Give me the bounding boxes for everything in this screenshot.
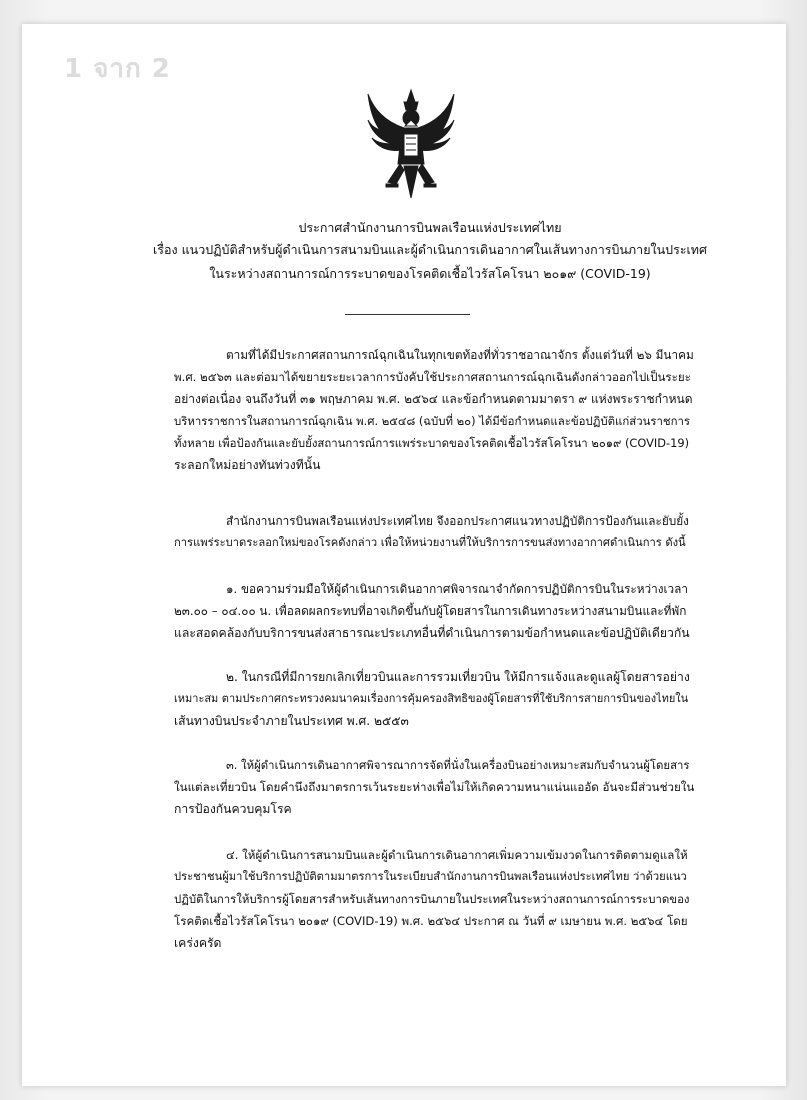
text-line: ๑. ขอความร่วมมือให้ผู้ดำเนินการเดินอากาศพิจารณาจำกัดการปฏิบัติการบินในระหว่างเวลา [226, 582, 689, 596]
text-line: เส้นทางบินประจำภายในประเทศ พ.ศ. ๒๕๕๓ [174, 714, 409, 728]
paragraph-background [174, 344, 694, 476]
text-line: เหมาะสม ตามประกาศกระทรวงคมนาคมเรื่องการคุ้มครองสิทธิของผู้โดยสารที่ใช้บริการสายการบินของไทยใน [174, 692, 689, 705]
guideline-item-1 [174, 578, 694, 644]
text-line: ๔. ให้ผู้ดำเนินการสนามบินและผู้ดำเนินการเดินอากาศเพิ่มความเข้มงวดในการติดตามดูแลให้ [226, 848, 688, 862]
text-line: ๒. ในกรณีที่มีการยกเลิกเที่ยวบินและการรวมเที่ยวบิน ให้มีการแจ้งและดูแลผู้โดยสารอย่าง [226, 670, 690, 684]
text-line: อย่างต่อเนื่อง จนถึงวันที่ ๓๑ พฤษภาคม พ.ศ. ๒๕๖๔ และข้อกำหนดตามมาตรา ๙ แห่งพระราชกำหนด [174, 392, 693, 406]
text-line: ประชาชนผู้มาใช้บริการปฏิบัติตามมาตรการในระเบียบสำนักงานการบินพลเรือนแห่งประเทศไทย ว่าด้วยแนว [174, 870, 687, 883]
guideline-item-4 [174, 844, 694, 954]
text-line: ในแต่ละเที่ยวบิน โดยคำนึงถึงมาตรการเว้นระยะห่างเพื่อไม่ให้เกิดความหนาแน่นแออัด อันจะมีส่วนช่วยใน [174, 780, 695, 794]
text-line: บริหารราชการในสถานการณ์ฉุกเฉิน พ.ศ. ๒๕๔๘ (ฉบับที่ ๒๐) ได้มีข้อกำหนดและข้อปฏิบัติแก่ส่วนราชการ [174, 414, 691, 428]
text-line: การแพร่ระบาดระลอกใหม่ของโรคดังกล่าว เพื่อให้หน่วยงานที่ให้บริการการขนส่งทางอากาศดำเนินการ ดังนี้ [174, 536, 686, 549]
page-indicator: 1 จาก 2 [64, 54, 171, 84]
text-line: โรคติดเชื้อไวรัสโคโรนา ๒๐๑๙ (COVID-19) พ.ศ. ๒๕๖๔ ประกาศ ณ วันที่ ๙ เมษายน พ.ศ. ๒๕๖๔ โดย [174, 914, 688, 928]
text-line: พ.ศ. ๒๕๖๓ และต่อมาได้ขยายระยะเวลาการบังคับใช้ประกาศสถานการณ์ฉุกเฉินดังกล่าวออกไปเป็นระยะ [174, 370, 691, 384]
guideline-item-3 [174, 754, 694, 820]
header-divider [345, 314, 470, 315]
text-line: เคร่งครัด [174, 936, 222, 950]
text-line: สำนักงานการบินพลเรือนแห่งประเทศไทย จึงออกประกาศแนวทางปฏิบัติการป้องกันและยับยั้ง [226, 514, 689, 528]
text-line: ปฏิบัติในการให้บริการผู้โดยสารสำหรับเส้นทางการบินภายในประเทศในระหว่างสถานการณ์การระบาดของ [174, 892, 690, 906]
text-line: และสอดคล้องกับบริการขนส่งสาธารณะประเภทอื่นที่ดำเนินการตามข้อกำหนดและข้อปฏิบัติเดียวกัน [174, 626, 690, 640]
text-line: การป้องกันควบคุมโรค [174, 802, 292, 816]
text-line: ๒๓.๐๐ – ๐๔.๐๐ น. เพื่อลดผลกระทบที่อาจเกิดขึ้นกับผู้โดยสารในการเดินทางระหว่างสนามบินและที่พัก [174, 604, 687, 618]
text-line: ตามที่ได้มีประกาศสถานการณ์ฉุกเฉินในทุกเขตท้องที่ทั่วราชอาณาจักร ตั้งแต่วันที่ ๒๖ มีนาคม [226, 348, 694, 362]
guideline-item-2 [174, 666, 694, 732]
text-line: ๓. ให้ผู้ดำเนินการเดินอากาศพิจารณาการจัดที่นั่งในเครื่องบินอย่างเหมาะสมกับจำนวนผู้โดยสาร [226, 758, 690, 772]
announcement-subject: เรื่อง แนวปฏิบัติสำหรับผู้ดำเนินการสนามบินและผู้ดำเนินการเดินอากาศในเส้นทางการบินภายในประเทศ [153, 242, 707, 257]
text-line: ระลอกใหม่อย่างทันท่วงทีนั้น [174, 458, 321, 472]
announcement-title: ประกาศสำนักงานการบินพลเรือนแห่งประเทศไทย [298, 220, 562, 235]
paragraph-announcement [174, 510, 694, 554]
garuda-emblem-icon [366, 88, 456, 200]
text-line: ทั้งหลาย เพื่อป้องกันและยับยั้งสถานการณ์การแพร่ระบาดของโรคติดเชื้อไวรัสโคโรนา ๒๐๑๙ (COVID-19) [174, 436, 690, 450]
announcement-subject-continued: ในระหว่างสถานการณ์การระบาดของโรคติดเชื้อไวรัสโคโรนา ๒๐๑๙ (COVID-19) [209, 266, 651, 281]
